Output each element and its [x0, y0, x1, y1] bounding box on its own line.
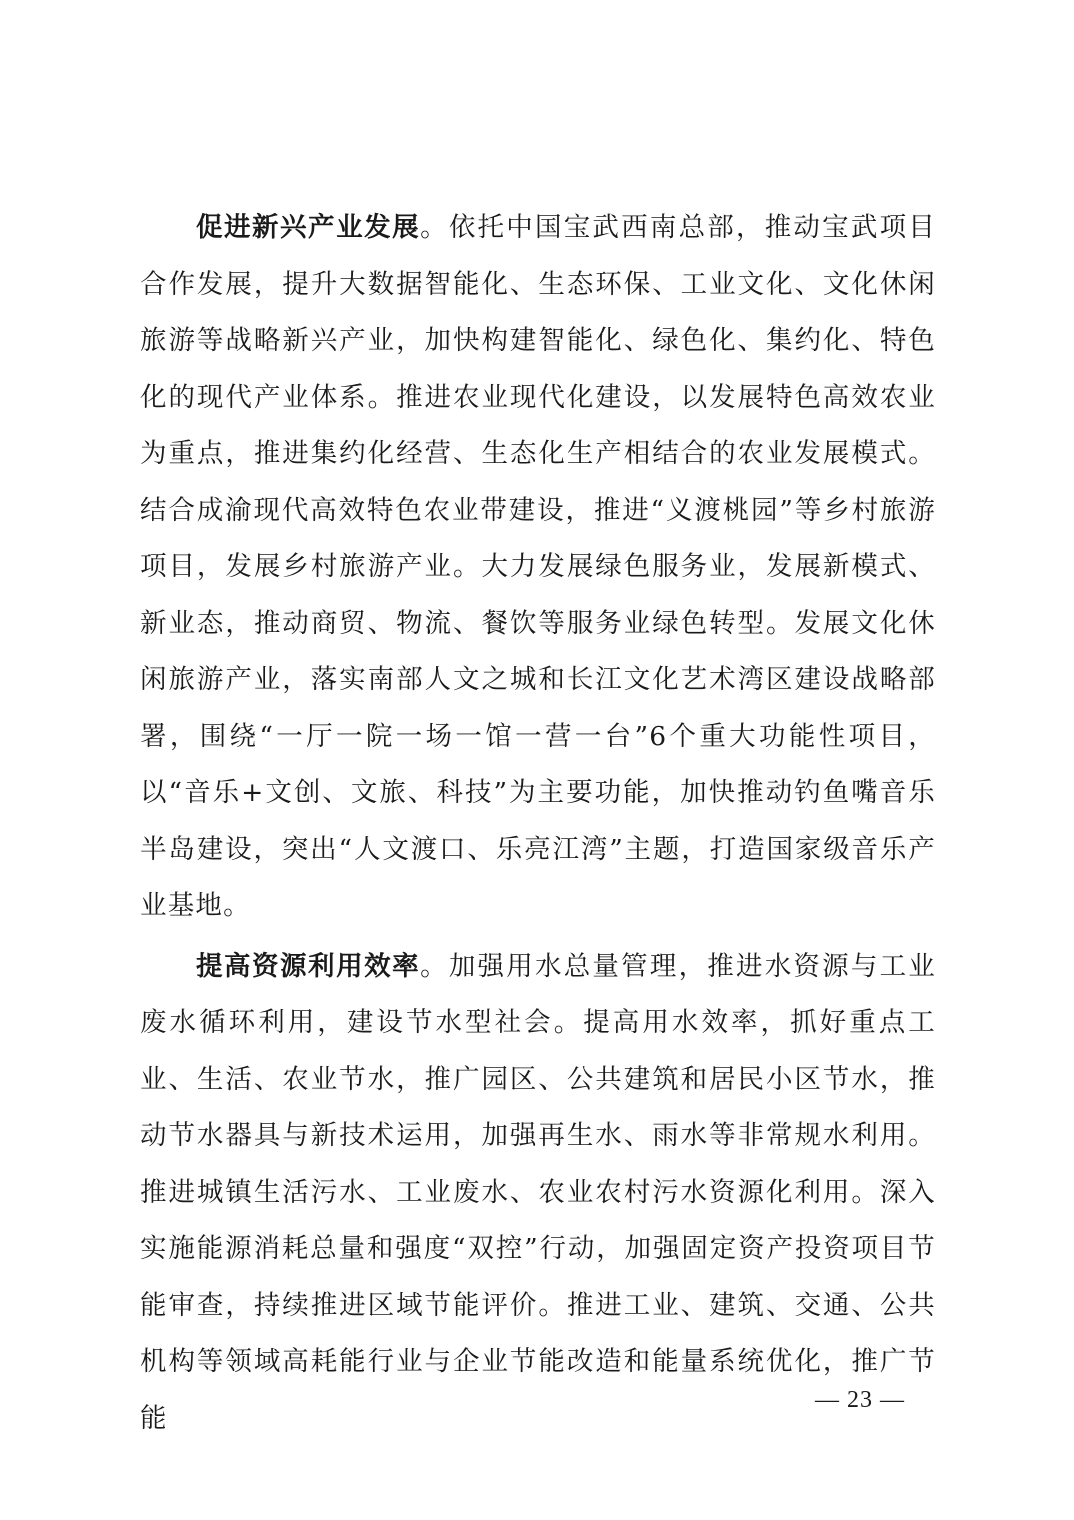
paragraph-resource-efficiency [140, 939, 936, 1448]
paragraph-text: 。依托中国宝武西南总部，推动宝武项目合作发展，提升大数据智能化、生态环保、工业文化、文化休闲旅游等战略新兴产业，加快构建智能化、绿色化、集约化、特色化的现代产业体系。推进农业现代化建设，以发展特色高效农业为重点，推进集约化经营、生态化生产相结合的农业发展模式。结合成渝现代高效特色农业带建设，推进“义渡桃园”等乡村旅游项目，发展乡村旅游产业。大力发展绿色服务业，发展新模式、新业态，推动商贸、物流、餐饮等服务业绿色转型。发展文化休闲旅游产业，落实南部人文之城和长江文化艺术湾区建设战略部署，围绕“一厅一院一场一馆一营一台”6个重大功能性项目，以“音乐+文创、文旅、科技”为主要功能，加快推动钓鱼嘴音乐半岛建设，突出“人文渡口、乐亮江湾”主题，打造国家级音乐产业基地。 [140, 212, 936, 921]
paragraph-heading: 提高资源利用效率 [196, 950, 421, 982]
paragraph-text: 。加强用水总量管理，推进水资源与工业废水循环利用，建设节水型社会。提高用水效率，抓好重点工业、生活、农业节水，推广园区、公共建筑和居民小区节水，推动节水器具与新技术运用，加强再生水、雨水等非常规水利用。推进城镇生活污水、工业废水、农业农村污水资源化利用。深入实施能源消耗总量和强度“双控”行动，加强固定资产投资项目节能审查，持续推进区域节能评价。推进工业、建筑、交通、公共机构等领域高耗能行业与企业节能改造和能量系统优化，推广节能 [140, 950, 936, 1434]
paragraph-emerging-industries [140, 200, 936, 935]
paragraph-heading: 促进新兴产业发展 [196, 212, 421, 243]
page-number: — 23 — [815, 1387, 905, 1413]
document-body [140, 200, 936, 1451]
